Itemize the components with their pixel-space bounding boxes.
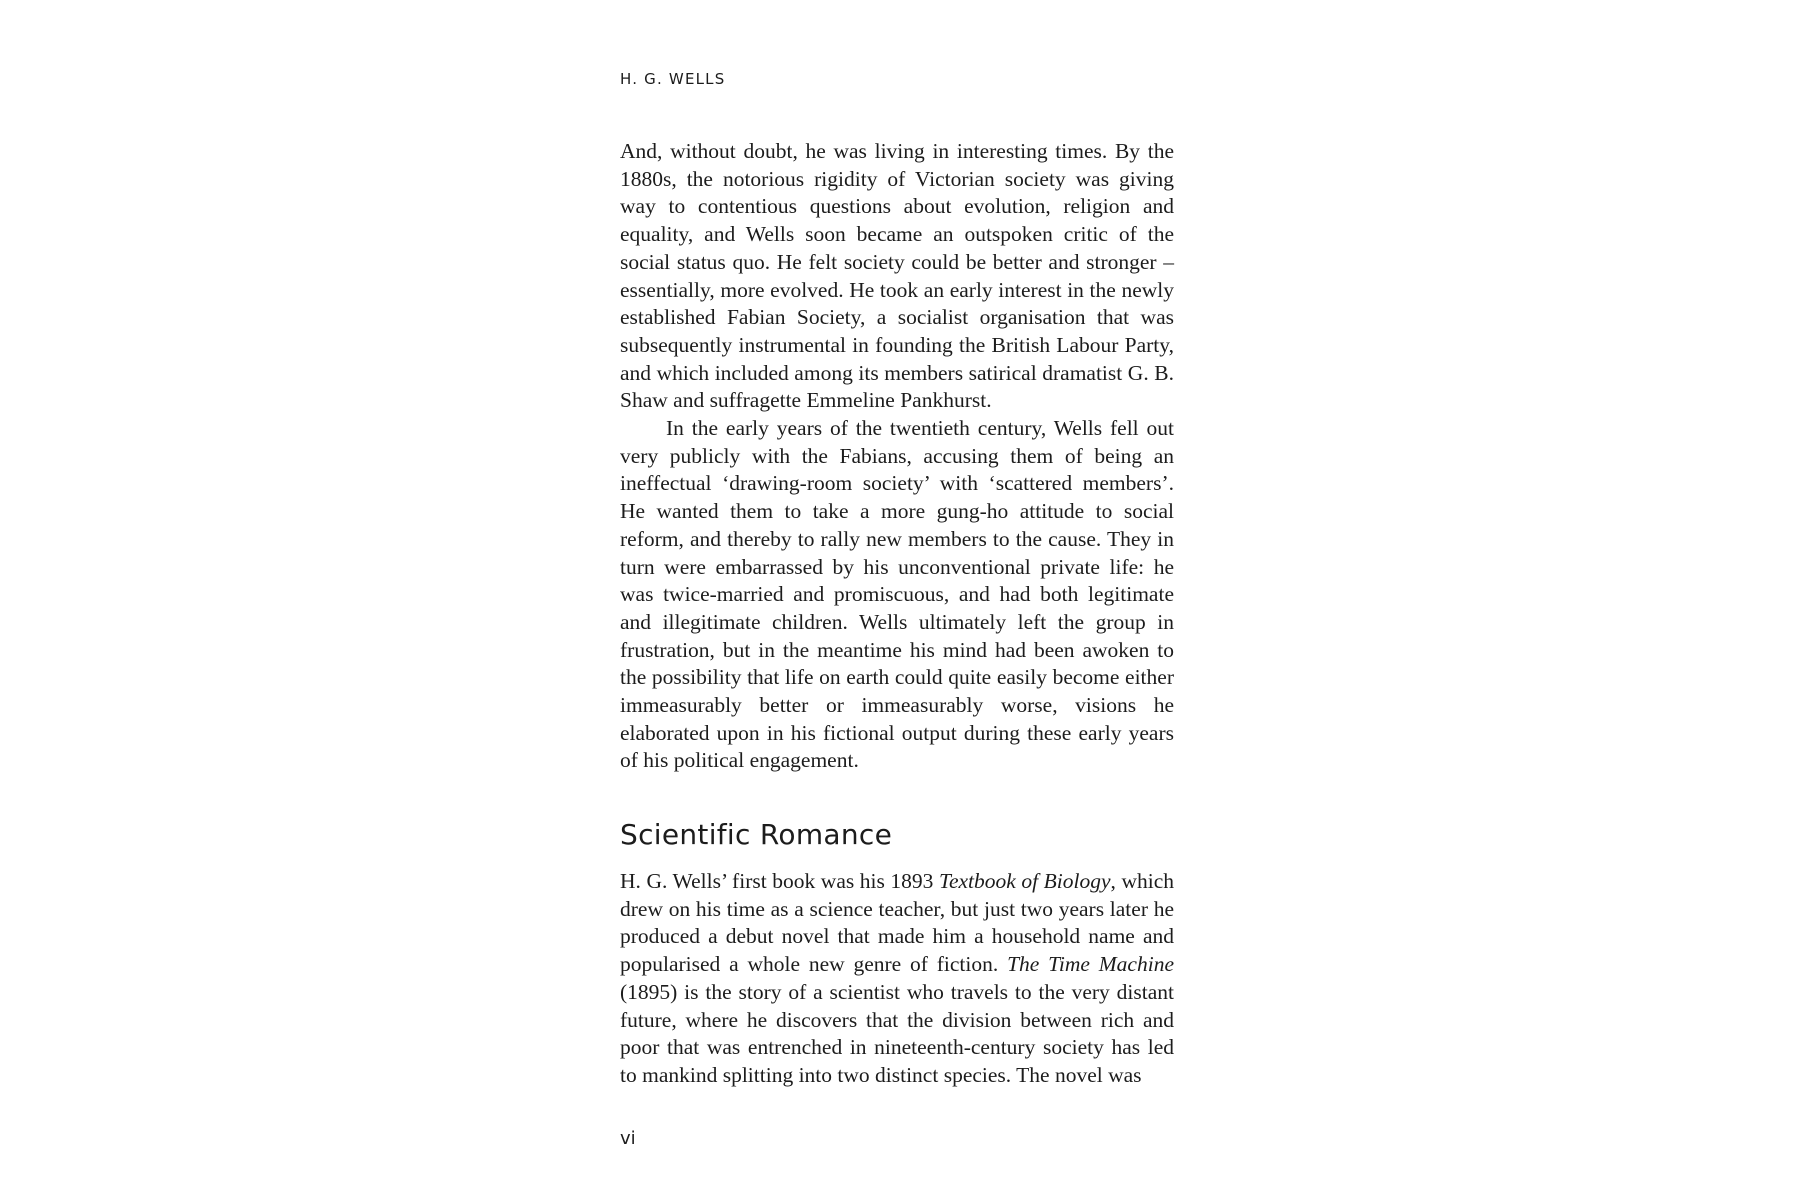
book-title: Textbook of Biology <box>938 869 1111 893</box>
text-run: (1895) is the story of a scientist who travels to the very distant future, where he discovers that the division between rich and poor that was entrenched in nineteenth-century society has led to mankind splitting into two distinct species. The novel was <box>620 979 1174 1087</box>
running-head: H. G. WELLS <box>620 70 726 88</box>
section-heading: Scientific Romance <box>620 818 893 851</box>
text-run: H. G. Wells’ first book was his 1893 <box>620 869 939 893</box>
text-run: , which drew on his time as a science teacher, but just two years later he produced a debut novel that made him a household name and popularised a whole new genre of fiction. <box>620 869 1174 977</box>
book-title: The Time Machine <box>1007 952 1174 977</box>
body-text-block <box>620 138 1174 775</box>
paragraph <box>620 868 1174 1090</box>
book-page <box>620 0 1174 1200</box>
section-text-block <box>620 868 1174 1090</box>
paragraph: In the early years of the twentieth century, Wells fell out very publicly with the Fabians, accusing them of being an ineffectual ‘drawing-room society’ with ‘scattered members’. He wanted them to take a more gung-ho attitude to social reform, and thereby to rally new members to the cause. They in turn were embarrassed by his unconventional private life: he was twice-married and promiscuous, and had both legitimate and illegitimate children. Wells ultimately left the group in frustration, but in the meantime his mind had been awoken to the possibility that life on earth could quite easily become either immeasurably better or immeasurably worse, visions he elaborated upon in his fictional output during these early years of his political engagement. <box>620 416 1174 773</box>
page-number: vi <box>620 1128 636 1149</box>
paragraph: And, without doubt, he was living in interesting times. By the 1880s, the notorious rigidity of Victorian society was giving way to contentious questions about evolution, religion and equality, and Wells soon became an outspoken critic of the social status quo. He felt society could be better and stronger – essentially, more evolved. He took an early interest in the newly established Fabian Society, a socialist organisation that was subsequently instrumental in founding the British Labour Party, and which included among its members satirical dramatist G. B. Shaw and suffragette Emmeline Pankhurst. <box>620 139 1174 413</box>
